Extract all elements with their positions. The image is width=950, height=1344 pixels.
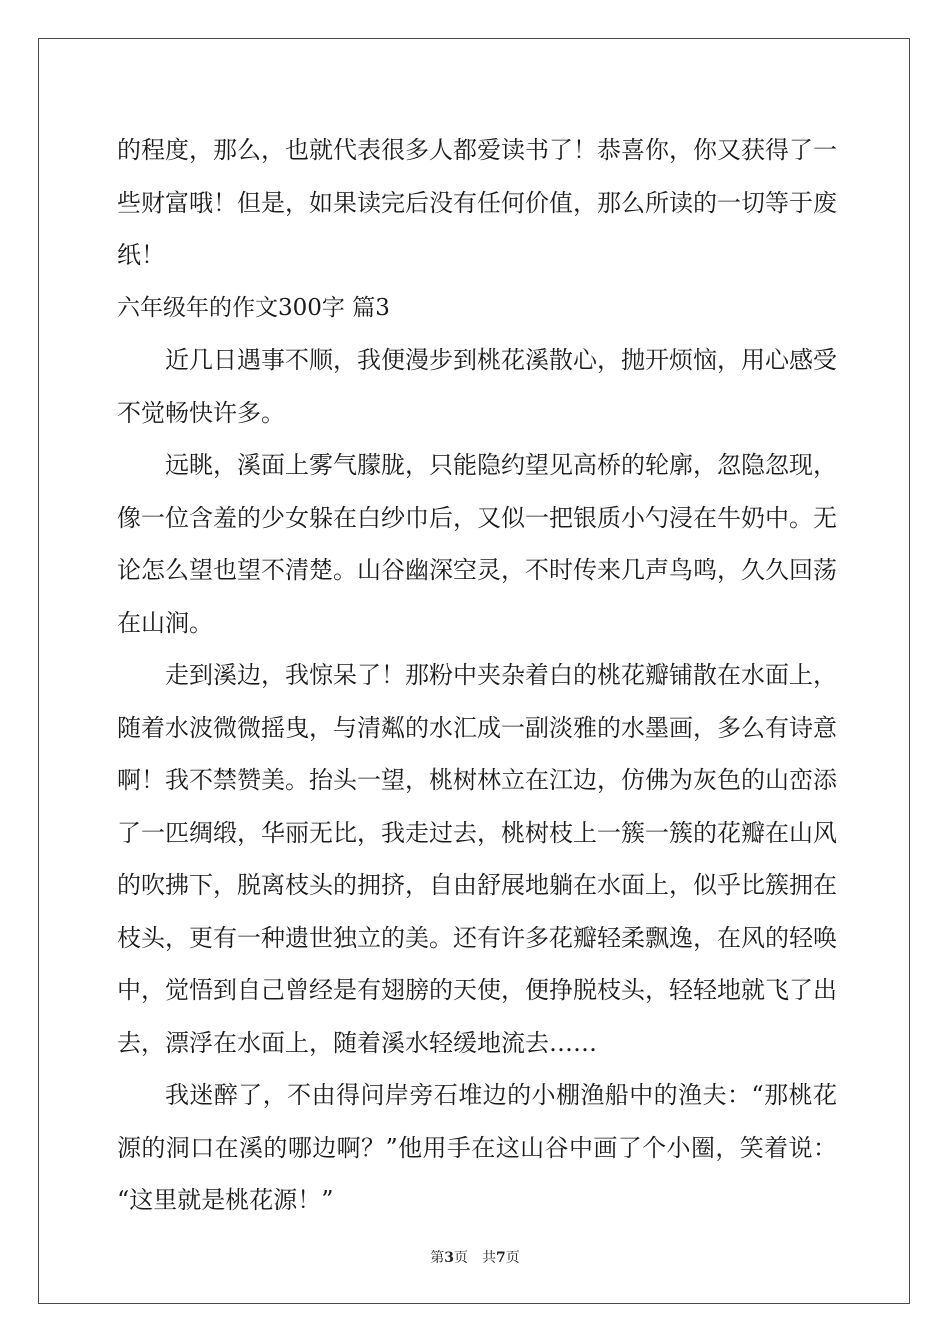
text-line: 不觉畅快许多。	[117, 398, 285, 427]
text-line: 的吹拂下，脱离枝头的拥挤，自由舒展地躺在水面上，似乎比簇拥在	[117, 871, 837, 899]
total-suffix: 页	[505, 1250, 520, 1266]
text-line: 啊！我不禁赞美。抬头一望，桃树林立在江边，仿佛为灰色的山峦添	[117, 766, 837, 794]
total-page-count: 7	[496, 1250, 506, 1266]
text-line: 中，觉悟到自己曾经是有翅膀的天使，便挣脱枝头，轻轻地就飞了出	[117, 976, 837, 1004]
current-page-number: 3	[444, 1250, 454, 1266]
text-line: 些财富哦！但是，如果读完后没有任何价值，那么所读的一切等于废	[117, 188, 837, 217]
text-line: 去，漂浮在水面上，随着溪水轻缓地流去……	[117, 1028, 597, 1057]
page-suffix: 页	[454, 1250, 468, 1266]
page-prefix: 第	[430, 1250, 445, 1266]
paragraph-start: 近几日遇事不顺，我便漫步到桃花溪散心，抛开烦恼，用心感受	[165, 346, 837, 374]
paragraph-start: 走到溪边，我惊呆了！那粉中夹杂着白的桃花瓣铺散在水面上，	[165, 661, 837, 689]
total-prefix: 共	[482, 1250, 496, 1266]
page-footer	[0, 1247, 950, 1267]
paragraph-start: 我迷醉了，不由得问岸旁石堆边的小棚渔船中的渔夫：“那桃花	[165, 1081, 837, 1109]
document-body	[117, 124, 837, 1227]
text-line: 的程度，那么，也就代表很多人都爱读书了！恭喜你，你又获得了一	[117, 136, 837, 164]
text-line: 纸！	[117, 241, 165, 269]
text-line: 枝头，更有一种遗世独立的美。还有许多花瓣轻柔飘逸，在风的轻唤	[117, 923, 837, 952]
text-line: 源的洞口在溪的哪边啊？”他用手在这山谷中画了个小圈，笑着说：	[117, 1133, 837, 1162]
text-line: 像一位含羞的少女躲在白纱巾后，又似一把银质小勺浸在牛奶中。无	[117, 503, 837, 532]
text-line: 在山涧。	[117, 608, 213, 637]
text-line: 论怎么望也望不清楚。山谷幽深空灵，不时传来几声鸟鸣，久久回荡	[117, 556, 837, 584]
text-line: “这里就是桃花源！”	[117, 1186, 334, 1214]
section-heading: 六年级年的作文300字 篇3	[117, 294, 390, 321]
paragraph-start: 远眺，溪面上雾气朦胧，只能隐约望见高桥的轮廓，忽隐忽现，	[165, 451, 837, 479]
text-line: 随着水波微微摇曳，与清粼的水汇成一副淡雅的水墨画，多么有诗意	[117, 713, 837, 742]
text-line: 了一匹绸缎，华丽无比，我走过去，桃树枝上一簇一簇的花瓣在山风	[117, 818, 837, 847]
